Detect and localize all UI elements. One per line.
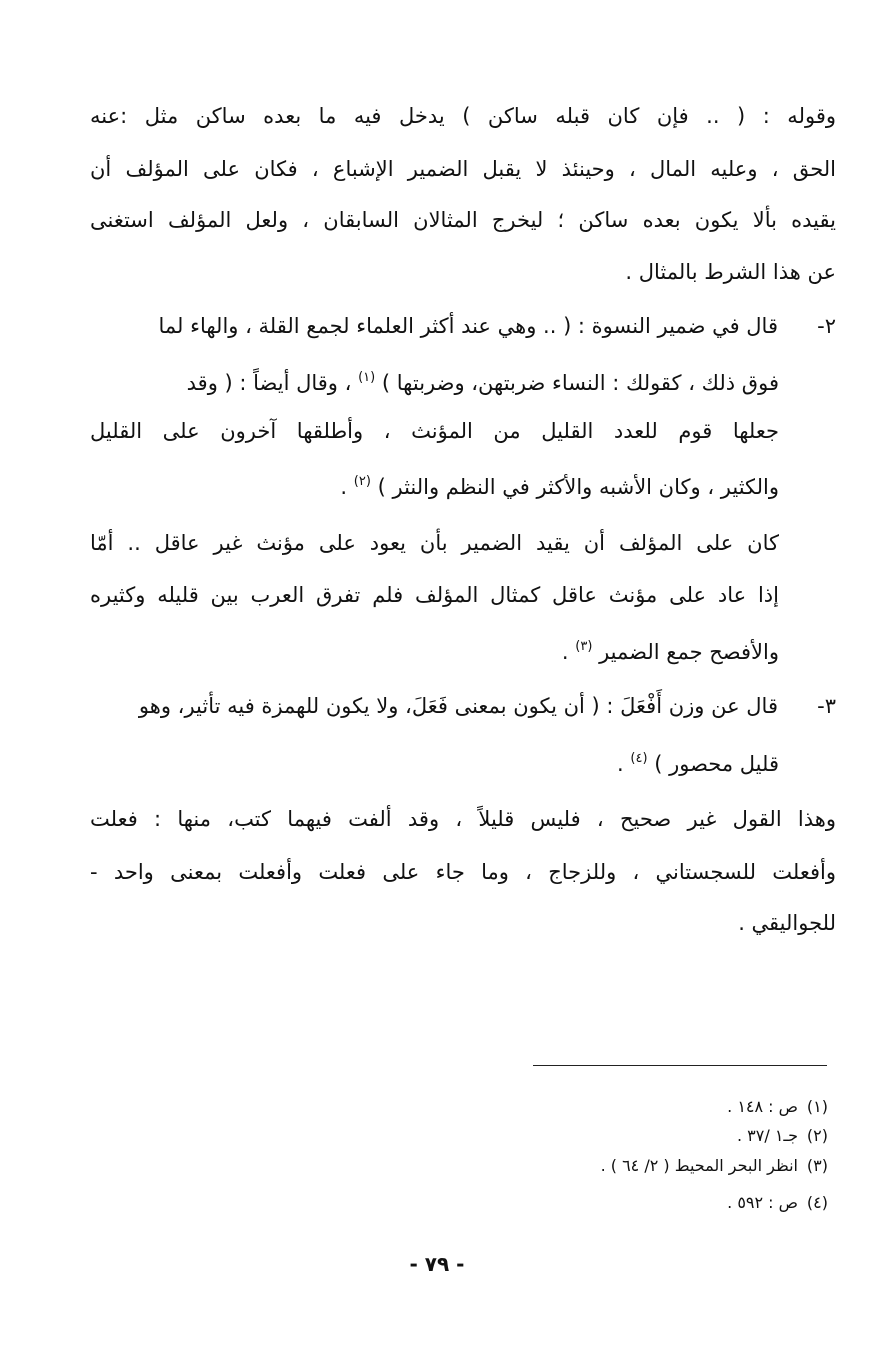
item-3-text: قال عن وزن أَفْعَلَ : ( أن يكون بمعنى فَعَلَ، ولا يكون للهمزة فيه تأثير، وهو (138, 694, 778, 718)
body-line: عن هذا الشرط بالمثال . (625, 260, 836, 284)
item-2-text: قال في ضمير النسوة : ( .. وهي عند أكثر العلماء لجمع القلة ، والهاء لما (158, 314, 778, 338)
footnote-item (737, 1125, 828, 1147)
item-2-text: فوق ذلك ، كقولك : النساء ضربتهن، وضربتها ) (381, 371, 779, 395)
footnote-ref-4: (٤) (630, 751, 648, 766)
item-3-line (617, 744, 779, 774)
footnote-ref-1: (١) (358, 370, 376, 385)
item-2-first-line (158, 311, 836, 341)
body-line: للجواليقي . (738, 911, 836, 935)
item-2-number: ٢- (817, 314, 836, 338)
footnote-text: ص : ٥٩٢ . (727, 1193, 798, 1212)
comment-line (562, 632, 779, 662)
footnote-item (601, 1155, 828, 1177)
page-number: - ٧٩ - (409, 1252, 465, 1276)
comment-line: إذا عاد على مؤنث عاقل كمثال المؤلف فلم تفرق العرب بين قليله وكثيره (90, 583, 779, 607)
item-2-text: والكثير ، وكان الأشبه والأكثر في النظم والنثر ) (377, 475, 779, 499)
footnote-text: جـ١ /٣٧ . (736, 1126, 798, 1145)
footnote-number: (٣) (806, 1156, 828, 1175)
comment-text: . (561, 640, 569, 664)
item-3-number: ٣- (817, 694, 836, 718)
footnote-number: (٤) (806, 1193, 828, 1212)
footnote-text: ص : ١٤٨ . (727, 1097, 798, 1116)
footnote-number: (١) (806, 1097, 828, 1116)
footnote-item (727, 1192, 828, 1214)
footnote-separator (533, 1065, 827, 1066)
footnote-text: انظر البحر المحيط ( ٢/ ٦٤ ) . (600, 1156, 798, 1175)
item-2-line: جعلها قوم للعدد القليل من المؤنث ، وأطلقها آخرون على القليل (90, 419, 779, 443)
body-line: وقوله : ( .. فإن كان قبله ساكن ) يدخل فيه ما بعده ساكن مثل :عنه (90, 104, 836, 128)
item-3-text: . (617, 752, 624, 776)
comment-text: والأفصح جمع الضمير (599, 640, 779, 664)
item-2-text: . (340, 475, 348, 499)
body-line: الحق ، وعليه المال ، وحينئذ لا يقبل الضمير الإشباع ، فكان على المؤلف أن (90, 157, 836, 181)
body-line: وهذا القول غير صحيح ، فليس قليلاً ، وقد ألفت فيهما كتب، منها : فعلت (90, 807, 836, 831)
footnote-ref-2: (٢) (353, 474, 371, 489)
body-line: يقيده بألا يكون بعده ساكن ؛ ليخرج المثالان السابقان ، ولعل المؤلف استغنى (90, 208, 836, 232)
footnote-number: (٢) (806, 1126, 828, 1145)
item-2-text: ، وقال أيضاً : ( وقد (186, 371, 352, 395)
item-3-text: قليل محصور ) (654, 752, 779, 776)
item-3-first-line (139, 691, 836, 721)
comment-line: كان على المؤلف أن يقيد الضمير بأن يعود على مؤنث غير عاقل .. أمّا (90, 531, 779, 555)
footnote-item (727, 1096, 828, 1118)
item-2-line (187, 363, 779, 393)
body-line: وأفعلت للسجستاني ، وللزجاج ، وما جاء على فعلت وأفعلت بمعنى واحد - (90, 860, 836, 884)
item-2-line (340, 467, 779, 497)
footnote-ref-3: (٣) (575, 639, 593, 654)
